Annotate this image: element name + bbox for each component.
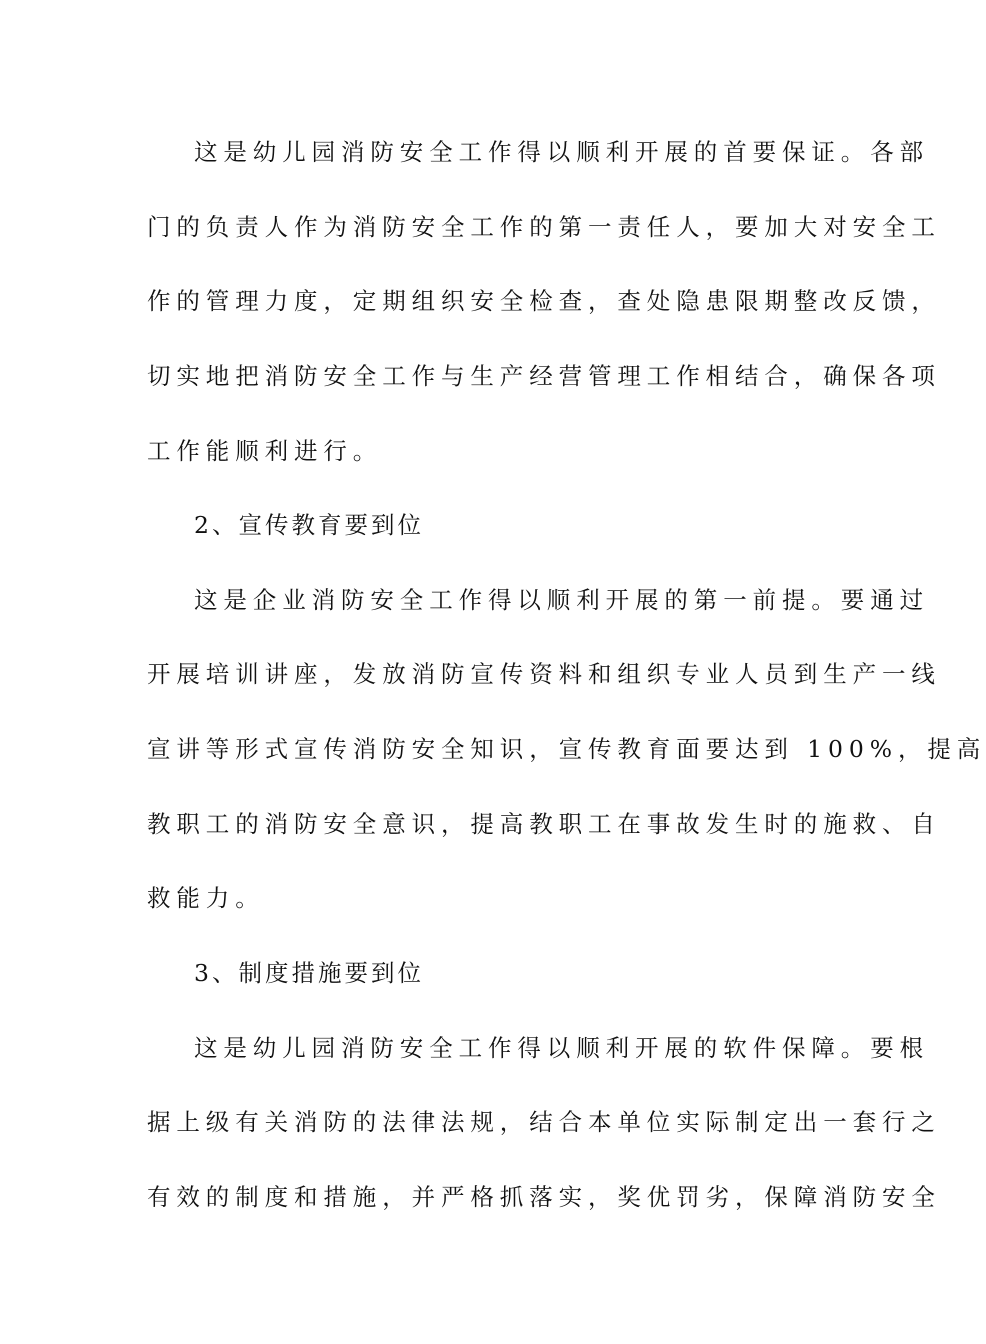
paragraph-3-line-3: 有效的制度和措施，并严格抓落实，奖优罚劣，保障消防安全 [147, 1183, 941, 1211]
paragraph-2-line-4: 教职工的消防安全意识，提高教职工在事故发生时的施救、自 [147, 810, 941, 838]
paragraph-2-line-2: 开展培训讲座，发放消防宣传资料和组织专业人员到生产一线 [147, 660, 941, 688]
paragraph-3-line-1: 这是幼儿园消防安全工作得以顺利开展的软件保障。要根 [194, 1034, 929, 1062]
paragraph-1-line-4: 切实地把消防安全工作与生产经营管理工作相结合，确保各项 [147, 362, 941, 390]
paragraph-2-line-3: 宣讲等形式宣传消防安全知识，宣传教育面要达到 100%，提高 [147, 735, 986, 763]
paragraph-1-line-2: 门的负责人作为消防安全工作的第一责任人，要加大对安全工 [147, 213, 941, 241]
paragraph-2-line-5: 救能力。 [147, 884, 265, 912]
section-heading-2: 2、宣传教育要到位 [194, 511, 424, 539]
paragraph-1-line-3: 作的管理力度，定期组织安全检查，查处隐患限期整改反馈， [147, 287, 941, 315]
paragraph-1-line-1: 这是幼儿园消防安全工作得以顺利开展的首要保证。各部 [194, 138, 929, 166]
section-heading-3: 3、制度措施要到位 [194, 959, 424, 987]
paragraph-3-line-2: 据上级有关消防的法律法规，结合本单位实际制定出一套行之 [147, 1108, 941, 1136]
paragraph-2-line-1: 这是企业消防安全工作得以顺利开展的第一前提。要通过 [194, 586, 929, 614]
paragraph-1-line-5: 工作能顺利进行。 [147, 437, 383, 465]
